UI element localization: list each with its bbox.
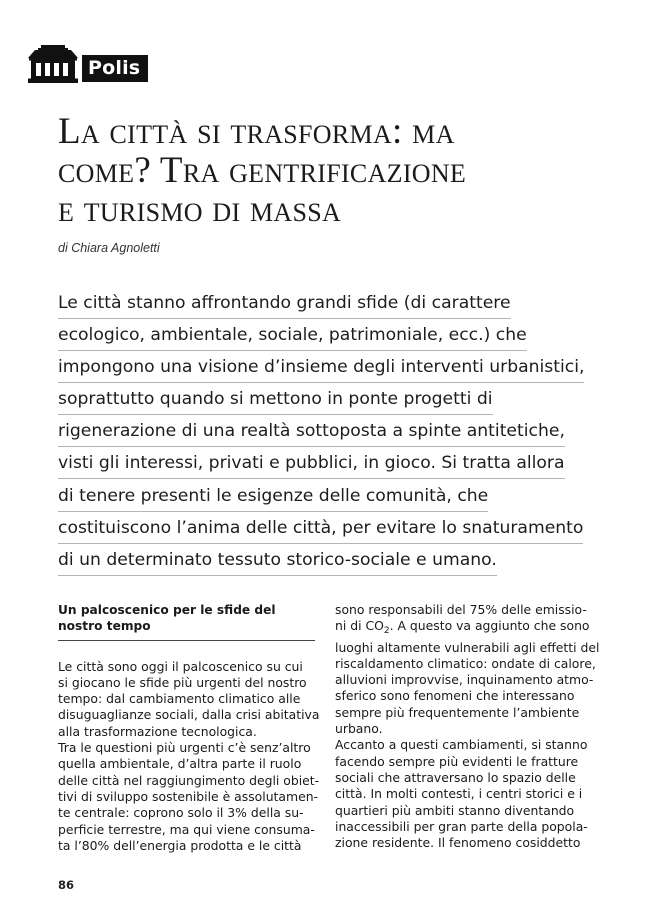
lead-line: ecologico, ambientale, sociale, patrimoniale, ecc.) che [58, 321, 527, 351]
left-column [58, 602, 320, 854]
text-line: inaccessibili per gran parte della popola- [335, 818, 588, 834]
text-line: te centrale: coprono solo il 3% della su- [58, 805, 304, 821]
article-title [58, 112, 628, 229]
text-line: Le città sono oggi il palcoscenico su cui [58, 658, 303, 674]
right-column-text [335, 602, 600, 851]
text-line: tempo: dal cambiamento climatico alle [58, 691, 301, 707]
title-line: e turismo di massa [58, 189, 342, 230]
text-line: riscaldamento climatico: ondate di calore, [335, 655, 596, 671]
text-line: zione residente. Il fenomeno cosiddetto [335, 835, 581, 851]
left-column-text [58, 658, 320, 855]
text-line: perficie terrestre, ma qui viene consuma- [58, 821, 315, 837]
lead-line: di un determinato tessuto storico-sociale e umano. [58, 546, 497, 576]
title-line: come? Tra gentrificazione [58, 150, 467, 191]
text-line: si giocano le sfide più urgenti del nostro [58, 674, 307, 690]
lead-line: costituiscono l’anima delle città, per evitare lo snaturamento [58, 514, 583, 544]
text-line: alluvioni improvvise, inquinamento atmo- [335, 672, 594, 688]
text-line: sociali che attraversano lo spazio delle [335, 769, 576, 785]
text-fragment: ni di CO [335, 618, 384, 634]
text-line: ta l’80% dell’energia prodotta e le città [58, 837, 302, 853]
lead-line: di tenere presenti le esigenze delle comunità, che [58, 482, 488, 512]
text-line: urbano. [335, 721, 383, 737]
text-line: delle città nel raggiungimento degli obiet- [58, 772, 320, 788]
lead-paragraph [58, 289, 618, 578]
text-line: sferico sono fenomeni che interessano [335, 688, 575, 704]
section-label: Polis [82, 55, 148, 82]
text-fragment: . A questo va aggiunto che sono [389, 618, 590, 634]
text-line: quartieri più ambiti stanno diventando [335, 802, 575, 818]
text-line: città. In molti contesti, i centri storici e i [335, 786, 583, 802]
page-number: 86 [58, 878, 75, 892]
text-line: tivi di sviluppo sostenibile è assolutamen- [58, 788, 319, 804]
text-line: Accanto a questi cambiamenti, si stanno [335, 737, 588, 753]
lead-line: visti gli interessi, privati e pubblici, in gioco. Si tratta allora [58, 449, 565, 479]
text-line: Tra le questioni più urgenti c’è senz’altro [58, 740, 311, 756]
section-subheading: Un palcoscenico per le sfide del nostro tempo [58, 602, 315, 641]
text-line: alla trasformazione tecnologica. [58, 723, 257, 739]
text-line [335, 618, 592, 639]
text-line: quella ambientale, d’altra parte il ruolo [58, 756, 302, 772]
building-icon [27, 44, 79, 84]
text-line: sono responsabili del 75% delle emissio- [335, 602, 587, 617]
text-line: luoghi altamente vulnerabili agli effetti del [335, 639, 600, 655]
text-line: sempre più frequentemente l’ambiente [335, 704, 580, 720]
lead-line: soprattutto quando si mettono in ponte progetti di [58, 385, 493, 415]
text-line: facendo sempre più evidenti le fratture [335, 753, 579, 769]
subscript: 2 [383, 626, 390, 637]
text-line: disuguaglianze sociali, dalla crisi abitativa [58, 707, 320, 723]
section-header [27, 44, 148, 84]
right-column [335, 602, 600, 851]
title-line: La città si trasforma: ma [58, 111, 455, 152]
lead-line: impongono una visione d’insieme degli interventi urbanistici, [58, 353, 584, 383]
lead-line: rigenerazione di una realtà sottoposta a spinte antitetiche, [58, 417, 565, 447]
lead-line: Le città stanno affrontando grandi sfide (di carattere [58, 289, 511, 319]
byline: di Chiara Agnoletti [58, 241, 160, 255]
